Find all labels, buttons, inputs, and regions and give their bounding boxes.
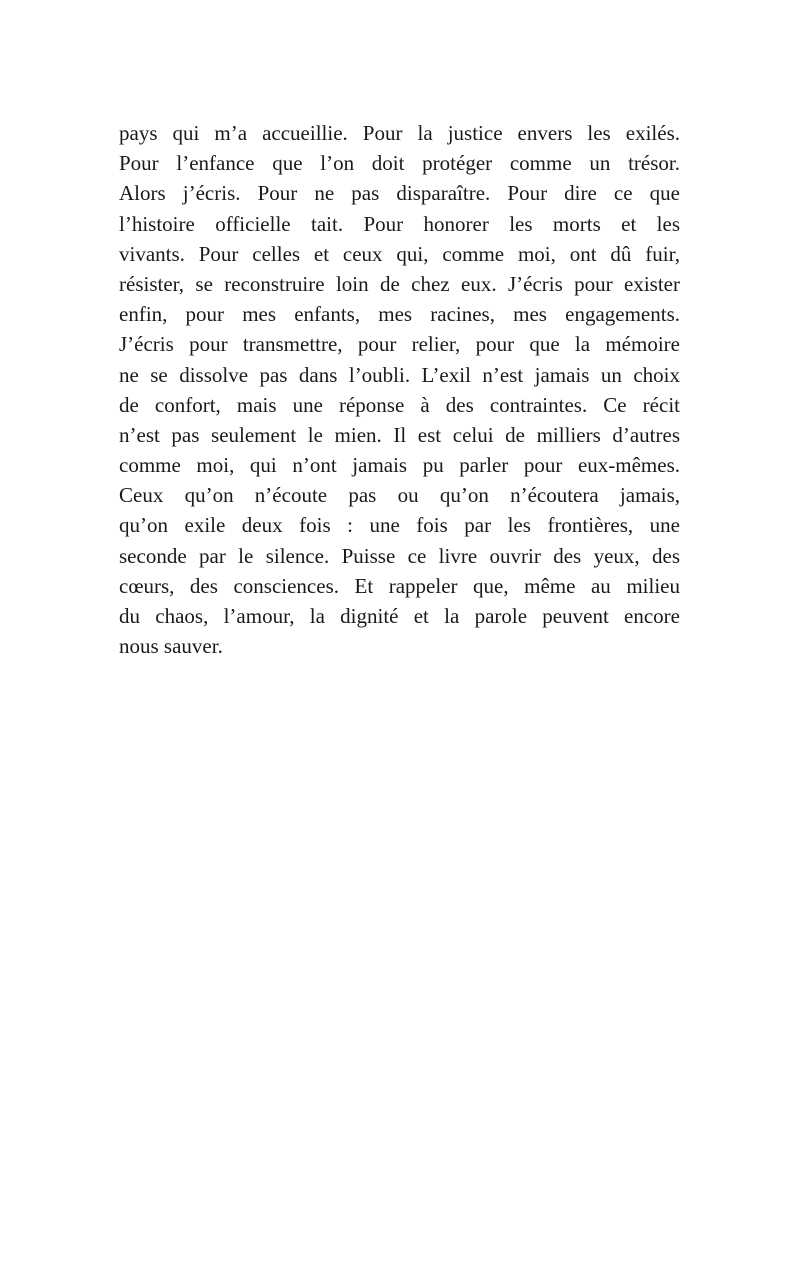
text-line: résister, se reconstruire loin de chez eux. J’écris pour exister [119,271,680,296]
text-line: comme moi, qui n’ont jamais pu parler pour eux-mêmes. [119,453,680,478]
text-line: l’histoire officielle tait. Pour honorer les morts et les [119,211,680,236]
text-line: enfin, pour mes enfants, mes racines, mes engagements. [119,302,680,327]
text-line: ne se dissolve pas dans l’oubli. L’exil n’est jamais un choix [119,362,680,387]
text-line: vivants. Pour celles et ceux qui, comme moi, ont dû fuir, [119,241,680,266]
text-line: pays qui m’a accueillie. Pour la justice envers les exilés. [119,121,680,145]
text-line: J’écris pour transmettre, pour relier, pour que la mémoire [119,332,680,357]
text-line: qu’on exile deux fois : une fois par les frontières, une [119,513,680,538]
body-paragraph [119,118,680,661]
text-line: n’est pas seulement le mien. Il est celui de milliers d’autres [119,422,680,447]
text-line: Alors j’écris. Pour ne pas disparaître. Pour dire ce que [119,181,680,206]
text-line: cœurs, des consciences. Et rappeler que, même au milieu [119,573,680,598]
text-line: du chaos, l’amour, la dignité et la parole peuvent encore [119,604,680,628]
text-line: de confort, mais une réponse à des contraintes. Ce récit [119,392,680,417]
text-line: nous sauver. [119,634,223,659]
text-line: seconde par le silence. Puisse ce livre ouvrir des yeux, des [119,543,680,568]
text-line: Pour l’enfance que l’on doit protéger comme un trésor. [119,151,680,176]
text-line: Ceux qu’on n’écoute pas ou qu’on n’écoutera jamais, [119,483,680,508]
